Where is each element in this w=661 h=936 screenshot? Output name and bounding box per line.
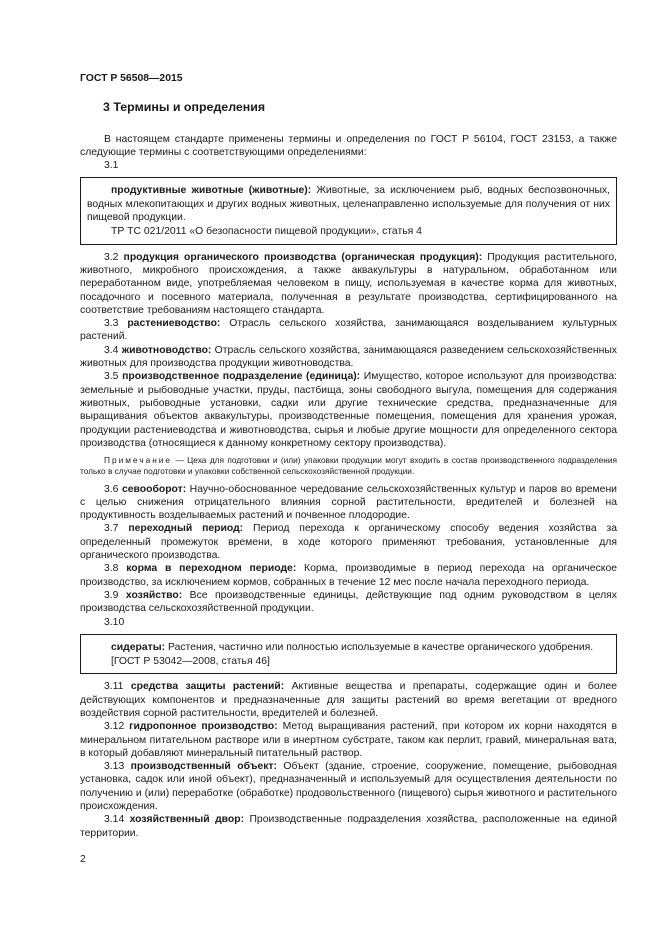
term-definition: Научно-обоснованное чередование сельскохозяйственных культур и паров во времени с целью снижения отрицательного влияния сорной растительности, вредителей и болезней на продуктивность возделываемых растений и почвенное плодородие. xyxy=(80,483,617,522)
term-name: хозяйственный двор: xyxy=(129,814,245,826)
term-name: хозяйство: xyxy=(125,589,183,601)
term-number: 3.4 xyxy=(104,344,119,356)
term-name: производственный объект: xyxy=(130,761,277,773)
term-3-1 xyxy=(87,184,610,224)
note-3-5 xyxy=(80,455,617,477)
term-name: севооборот: xyxy=(121,483,187,495)
term-name: сидераты: xyxy=(111,641,166,653)
term-number: 3.9 xyxy=(104,589,119,601)
term-3-3 xyxy=(80,317,617,344)
term-name: переходный период: xyxy=(128,523,244,535)
term-3-10 xyxy=(87,641,610,654)
term-definition: Производственные подразделения хозяйства, расположенные на единой территории. xyxy=(80,814,618,839)
term-3-12 xyxy=(80,720,617,760)
term-box-3-10 xyxy=(80,634,617,675)
term-number: 3.6 xyxy=(104,483,119,495)
section-title: 3 Термины и определения xyxy=(103,100,266,115)
term-number: 3.5 xyxy=(104,371,119,383)
term-number: 3.8 xyxy=(104,563,119,575)
term-definition: Корма, производимые в период перехода на органическое производство, за исключением кормов, собранных в течение 12 мес после начала переходного периода. xyxy=(80,563,617,588)
term-name: продукция органического производства (органическая продукция): xyxy=(123,251,483,263)
intro-paragraph: В настоящем стандарте применены термины и определения по ГОСТ Р 56104, ГОСТ 23153, а также следующие термины с соответствующими определениями: xyxy=(80,133,617,158)
term-3-5 xyxy=(80,370,617,450)
term-definition: Все производственные единицы, действующие под одним руководством в целях производства сельскохозяйственной продукции. xyxy=(80,589,617,615)
term-3-11 xyxy=(80,680,617,720)
term-name: средства защиты растений: xyxy=(130,681,285,693)
term-definition: Растения, частично или полностью используемые в качестве органического удобрения. xyxy=(165,641,594,653)
term-number: 3.3 xyxy=(104,318,119,330)
term-number: 3.14 xyxy=(104,814,125,826)
term-source: [ГОСТ Р 53042—2008, статья 46] xyxy=(111,656,270,668)
term-name: производственное подразделение (единица): xyxy=(122,371,361,383)
term-number: 3.11 xyxy=(104,681,124,693)
term-3-6 xyxy=(80,483,617,523)
term-source: ТР ТС 021/2011 «О безопасности пищевой продукции», статья 4 xyxy=(111,226,422,238)
term-3-4 xyxy=(80,344,617,371)
page-number: 2 xyxy=(80,854,86,865)
term-number: 3.12 xyxy=(104,721,125,733)
note-label: Примечание xyxy=(104,455,173,466)
term-3-2 xyxy=(80,251,617,317)
note-text: — Цеха для подготовки и (или) упаковки продукции могут входить в состав производственного подразделения только в случае подготовки и упаковки собственной сельскохозяйственной продукции. xyxy=(80,455,617,477)
term-3-14 xyxy=(80,813,617,840)
term-3-9 xyxy=(80,589,617,616)
term-number: 3.2 xyxy=(104,251,119,263)
term-number: 3.13 xyxy=(104,761,125,773)
term-definition: Животные, за исключением рыб, водных беспозвоночных, водных млекопитающих и других водных животных, целенаправленно используемые для получения от них пищевой продукции. xyxy=(87,185,610,224)
term-definition: Активные вещества и препараты, содержащие один и более действующих компонентов и предназначенные для защиты растений во время вегетации от вредного воздействия сорной растительности, вредителей и болезней. xyxy=(80,681,617,719)
term-name: гидропонное производство: xyxy=(129,721,278,733)
term-definition: Отрасль сельского хозяйства, занимающаяся разведением сельскохозяйственных животных для производства продукции животноводства. xyxy=(80,344,618,370)
term-box-3-1 xyxy=(80,177,617,244)
term-definition: Объект (здание, строение, сооружение, помещение, рыбоводная установка, садок или иной объект), предназначенный и используемый для осуществления деятельности по получению и (или) переработке (обработке) продовольственного (пищевого) сырья животного и растительного происхождения. xyxy=(80,761,617,813)
term-name: животноводство: xyxy=(121,344,212,356)
term-definition: Период перехода к органическому способу ведения хозяйства за определенный промежуток времени, в ходе которого применяют требования, установленные для органического производства. xyxy=(80,523,618,562)
term-name: корма в переходном периоде: xyxy=(126,563,297,575)
term-definition: Имущество, которое используют для производства: земельные и рыбоводные участки, пруды, пастбища, зоны свободного выгула, помещения для содержания животных, рыбоводные установки, садки или другие технические средства, предназначенные для выращивания объектов аквакультуры, производственные помещения, помещения для хранения урожая, продукции растениеводства и животноводства, сырья и любые другие мощности для определенного сектора производства (относящиеся к данному конкретному сектору производства). xyxy=(80,371,617,449)
term-number: 3.7 xyxy=(104,523,119,535)
term-definition: Метод выращивания растений, при котором их корни находятся в минеральном питательном растворе или в инертном субстрате, таком как перлит, гравий, минеральная вата, в который добавляют минеральный питательный раствор. xyxy=(80,721,618,759)
term-3-13 xyxy=(80,760,617,813)
term-3-8 xyxy=(80,562,617,589)
term-number: 3.10 xyxy=(104,616,125,628)
term-name: продуктивные животные (животные): xyxy=(111,185,312,197)
document-code: ГОСТ Р 56508—2015 xyxy=(80,73,183,84)
term-3-7 xyxy=(80,522,617,562)
term-definition: Отрасль сельского хозяйства, занимающаяся возделыванием культурных растений. xyxy=(80,318,617,343)
term-definition: Продукция растительного, животного, микробного происхождения, а также аквакультуры в натуральном, обработанном или переработанном виде, употребляемая человеком в пищу, используемая в качестве корма для животных, посадочного и посевного материала, полученная в результате производства, сертифицированного на соответствие требованиям настоящего стандарта. xyxy=(80,251,617,316)
term-name: растениеводство: xyxy=(127,318,221,330)
term-number: 3.1 xyxy=(104,160,119,172)
